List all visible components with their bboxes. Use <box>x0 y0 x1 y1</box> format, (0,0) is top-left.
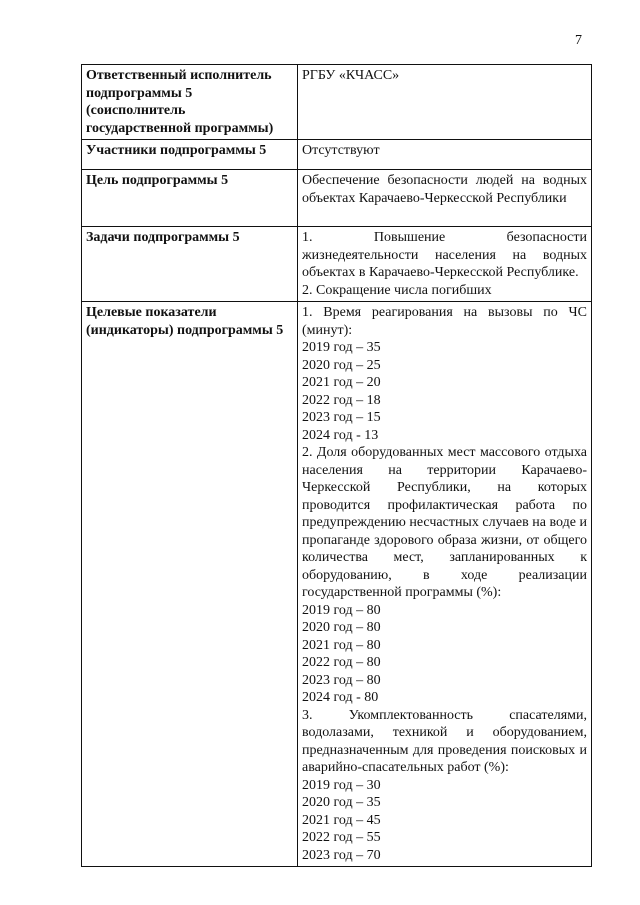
value-line: 2021 год – 20 <box>302 375 381 390</box>
value-line: 2. Доля оборудованных мест массового отдыха населения на территории Карачаево-Черкесской Республики, на которых проводится профилактическая работа по предупреждению несчастных случаев на воде и пропаганде здорового образа жизни, от общего количества мест, запланированных к оборудованию, в ходе реализации государственной программы (%): <box>302 445 587 600</box>
value-line: 2019 год – 30 <box>302 777 381 793</box>
value-line: 2020 год – 25 <box>302 357 381 373</box>
value-line: 2023 год – 70 <box>302 847 381 863</box>
row-value <box>298 140 592 170</box>
row-label: Участники подпрограммы 5 <box>82 140 298 170</box>
table-row <box>82 170 592 227</box>
table-row <box>82 227 592 302</box>
value-line: 2022 год – 80 <box>302 655 381 670</box>
value-line: 2023 год – 15 <box>302 410 381 425</box>
value-line: РГБУ «КЧАСС» <box>302 68 400 83</box>
page-number: 7 <box>575 33 582 48</box>
table-row <box>82 302 592 867</box>
value-line: 2023 год – 80 <box>302 672 381 688</box>
value-line: 2021 год – 45 <box>302 812 381 828</box>
value-line: 2024 год - 80 <box>302 690 379 705</box>
value-line: 2022 год – 55 <box>302 830 381 845</box>
value-line: 2021 год – 80 <box>302 637 381 653</box>
table-row <box>82 65 592 140</box>
value-line: 2. Сокращение числа погибших <box>302 282 492 298</box>
row-label: Задачи подпрограммы 5 <box>82 227 298 302</box>
subprogram-passport-table <box>81 64 592 867</box>
row-label: Целевые показатели (индикаторы) подпрограммы 5 <box>82 302 298 867</box>
row-label: Ответственный исполнитель подпрограммы 5 (соисполнитель государственной программы) <box>82 65 298 140</box>
row-value <box>298 227 592 302</box>
value-line: 2019 год – 80 <box>302 602 381 618</box>
value-line: Отсутствуют <box>302 143 380 158</box>
value-line: Обеспечение безопасности людей на водных объектах Карачаево-Черкесской Республики <box>302 173 587 206</box>
row-value <box>298 302 592 867</box>
row-value <box>298 65 592 140</box>
table-row <box>82 140 592 170</box>
value-line: 3. Укомплектованность спасателями, водолазами, техникой и оборудованием, предназначенным для проведения поисковых и аварийно-спасательных работ (%): <box>302 707 587 775</box>
row-value <box>298 170 592 227</box>
value-line: 2020 год – 80 <box>302 620 381 635</box>
value-line: 2020 год – 35 <box>302 795 381 810</box>
row-label: Цель подпрограммы 5 <box>82 170 298 227</box>
value-line: 2019 год – 35 <box>302 340 381 355</box>
value-line: 1. Повышение безопасности жизнедеятельности населения на водных объектах в Карачаево-Черкесской Республике. <box>302 230 587 280</box>
value-line: 2024 год - 13 <box>302 427 379 443</box>
value-line: 2022 год – 18 <box>302 392 381 408</box>
value-line: 1. Время реагирования на вызовы по ЧС (минут): <box>302 305 587 338</box>
